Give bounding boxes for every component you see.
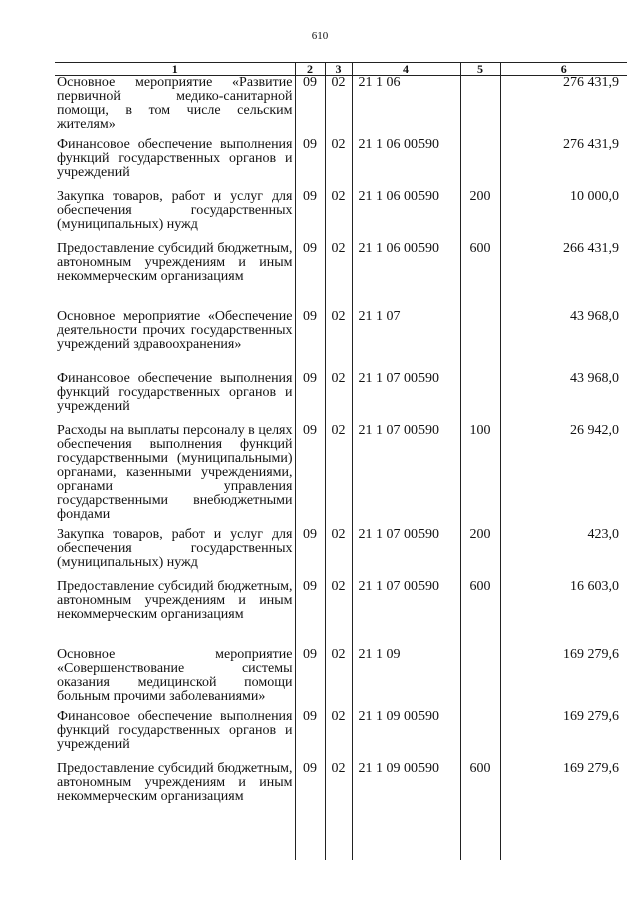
row-target-article: 21 1 07 <box>352 310 460 372</box>
row-expense-type: 600 <box>460 762 500 838</box>
row-subsection-code: 02 <box>325 424 352 528</box>
row-target-article: 21 1 07 00590 <box>352 528 460 580</box>
row-section-code: 09 <box>295 190 325 242</box>
row-target-article: 21 1 06 <box>352 76 460 138</box>
table-body <box>55 76 627 860</box>
row-expense-type <box>460 372 500 424</box>
row-subsection-code: 02 <box>325 76 352 138</box>
row-expense-type: 600 <box>460 580 500 648</box>
row-name: Основное мероприятие «Обеспечение деятельности прочих государственных учреждений здравоохранения» <box>55 310 295 372</box>
row-name: Финансовое обеспечение выполнения функций государственных органов и учреждений <box>55 372 295 424</box>
row-name: Предоставление субсидий бюджетным, автономным учреждениям и иным некоммерческим организациям <box>55 762 295 838</box>
row-section-code: 09 <box>295 138 325 190</box>
row-section-code: 09 <box>295 372 325 424</box>
row-section-code: 09 <box>295 762 325 838</box>
row-name: Закупка товаров, работ и услуг для обеспечения государственных (муниципальных) нужд <box>55 528 295 580</box>
row-target-article: 21 1 06 00590 <box>352 138 460 190</box>
row-amount: 276 431,9 <box>500 76 627 138</box>
row-name: Финансовое обеспечение выполнения функций государственных органов и учреждений <box>55 710 295 762</box>
row-expense-type: 100 <box>460 424 500 528</box>
row-target-article: 21 1 06 00590 <box>352 190 460 242</box>
table-row <box>55 76 627 138</box>
table-row <box>55 424 627 528</box>
row-expense-type: 600 <box>460 242 500 310</box>
row-target-article: 21 1 06 00590 <box>352 242 460 310</box>
table-row <box>55 242 627 310</box>
table-row <box>55 648 627 710</box>
row-name: Предоставление субсидий бюджетным, автономным учреждениям и иным некоммерческим организациям <box>55 580 295 648</box>
table-row <box>55 372 627 424</box>
row-name: Предоставление субсидий бюджетным, автономным учреждениям и иным некоммерческим организациям <box>55 242 295 310</box>
row-amount: 266 431,9 <box>500 242 627 310</box>
table-filler-cell <box>352 838 460 860</box>
row-name: Расходы на выплаты персоналу в целях обеспечения выполнения функций государственными (муниципальными) органами, казенными учреждениями, органами управления государственными внебюджетными фондами <box>55 424 295 528</box>
header-col-6: 6 <box>500 63 627 76</box>
row-subsection-code: 02 <box>325 138 352 190</box>
row-subsection-code: 02 <box>325 310 352 372</box>
row-section-code: 09 <box>295 424 325 528</box>
row-amount: 16 603,0 <box>500 580 627 648</box>
row-name: Финансовое обеспечение выполнения функций государственных органов и учреждений <box>55 138 295 190</box>
row-amount: 169 279,6 <box>500 762 627 838</box>
row-target-article: 21 1 07 00590 <box>352 372 460 424</box>
row-subsection-code: 02 <box>325 190 352 242</box>
table-row <box>55 710 627 762</box>
table-row <box>55 190 627 242</box>
row-expense-type <box>460 710 500 762</box>
row-amount: 26 942,0 <box>500 424 627 528</box>
header-col-3: 3 <box>325 63 352 76</box>
header-col-4: 4 <box>352 63 460 76</box>
row-expense-type <box>460 310 500 372</box>
page-number: 610 <box>311 30 329 42</box>
row-section-code: 09 <box>295 242 325 310</box>
row-section-code: 09 <box>295 710 325 762</box>
table-header-row <box>55 63 627 76</box>
row-amount: 423,0 <box>500 528 627 580</box>
table-filler-cell <box>460 838 500 860</box>
table-filler-cell <box>500 838 627 860</box>
row-name: Закупка товаров, работ и услуг для обеспечения государственных (муниципальных) нужд <box>55 190 295 242</box>
row-section-code: 09 <box>295 528 325 580</box>
row-section-code: 09 <box>295 310 325 372</box>
table-row <box>55 580 627 648</box>
row-amount: 10 000,0 <box>500 190 627 242</box>
row-subsection-code: 02 <box>325 648 352 710</box>
header-col-1: 1 <box>55 63 295 76</box>
row-target-article: 21 1 09 00590 <box>352 762 460 838</box>
row-subsection-code: 02 <box>325 580 352 648</box>
table-row <box>55 762 627 838</box>
row-name: Основное мероприятие «Совершенствование системы оказания медицинской помощи больным прочими заболеваниями» <box>55 648 295 710</box>
row-target-article: 21 1 09 00590 <box>352 710 460 762</box>
row-subsection-code: 02 <box>325 762 352 838</box>
row-subsection-code: 02 <box>325 710 352 762</box>
row-expense-type: 200 <box>460 190 500 242</box>
row-section-code: 09 <box>295 76 325 138</box>
row-subsection-code: 02 <box>325 528 352 580</box>
header-col-5: 5 <box>460 63 500 76</box>
row-amount: 276 431,9 <box>500 138 627 190</box>
row-subsection-code: 02 <box>325 372 352 424</box>
row-expense-type <box>460 138 500 190</box>
table-row <box>55 310 627 372</box>
row-amount: 43 968,0 <box>500 372 627 424</box>
table-row <box>55 528 627 580</box>
row-amount: 169 279,6 <box>500 648 627 710</box>
row-target-article: 21 1 07 00590 <box>352 424 460 528</box>
row-section-code: 09 <box>295 580 325 648</box>
table-filler-cell <box>325 838 352 860</box>
row-amount: 43 968,0 <box>500 310 627 372</box>
row-name: Основное мероприятие «Развитие первичной медико-санитарной помощи, в том числе сельским жителям» <box>55 76 295 138</box>
table-filler-cell <box>55 838 295 860</box>
budget-table <box>55 62 627 860</box>
row-target-article: 21 1 09 <box>352 648 460 710</box>
row-expense-type <box>460 76 500 138</box>
table-filler-row <box>55 838 627 860</box>
row-section-code: 09 <box>295 648 325 710</box>
table-row <box>55 138 627 190</box>
table-filler-cell <box>295 838 325 860</box>
row-expense-type <box>460 648 500 710</box>
row-target-article: 21 1 07 00590 <box>352 580 460 648</box>
header-col-2: 2 <box>295 63 325 76</box>
row-subsection-code: 02 <box>325 242 352 310</box>
row-amount: 169 279,6 <box>500 710 627 762</box>
row-expense-type: 200 <box>460 528 500 580</box>
